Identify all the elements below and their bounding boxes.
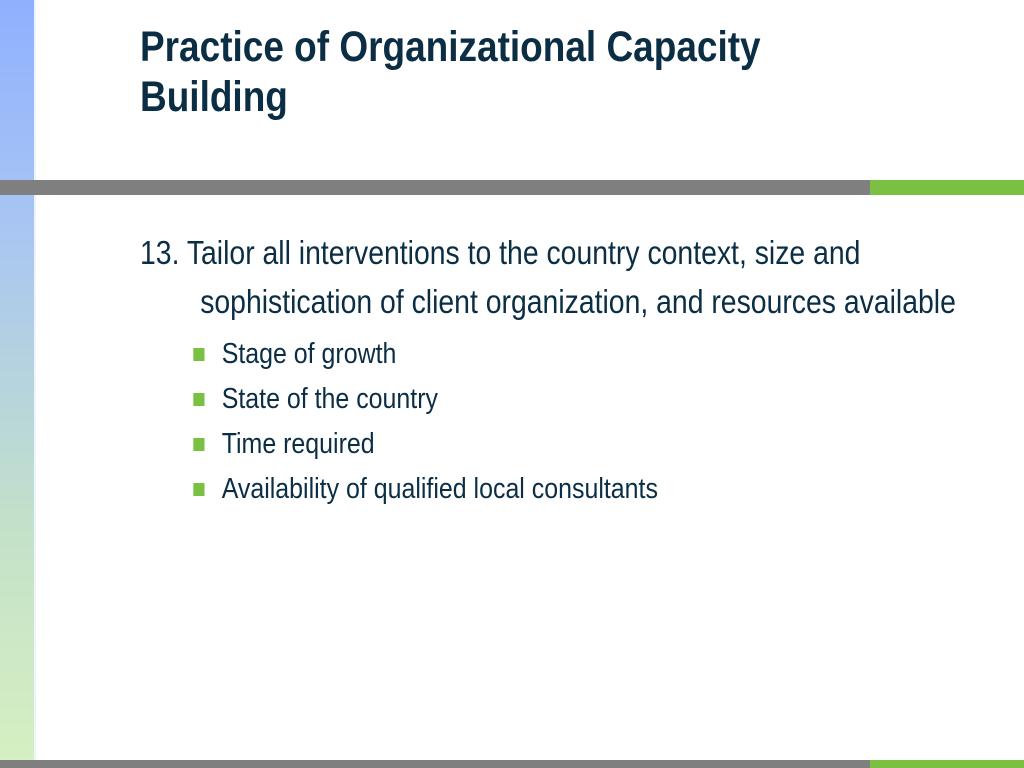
- title-divider-gray: [0, 180, 870, 195]
- sub-point-label: Availability of qualified local consultants: [221, 473, 658, 505]
- sub-point-item: [193, 467, 914, 512]
- left-gradient-strip: [0, 0, 34, 768]
- slide-title-line-2: Building: [140, 73, 288, 121]
- square-bullet-icon: [193, 438, 204, 451]
- sub-point-item: [193, 422, 914, 467]
- slide-title: [140, 22, 880, 122]
- sub-point-list: [140, 332, 914, 512]
- sub-point-item: [193, 332, 914, 377]
- slide-title-line-1: Practice of Organizational Capacity: [140, 23, 761, 71]
- square-bullet-icon: [193, 483, 204, 496]
- main-point: 13. Tailor all interventions to the country context, size and sophistication of client organization, and resources available: [140, 234, 956, 320]
- sub-point-label: Stage of growth: [221, 338, 397, 370]
- square-bullet-icon: [193, 393, 204, 406]
- sub-point-label: State of the country: [221, 383, 438, 415]
- sub-point-item: [193, 377, 914, 422]
- square-bullet-icon: [193, 348, 204, 361]
- sub-point-label: Time required: [221, 428, 375, 460]
- footer-divider-green: [870, 760, 1024, 768]
- title-divider-green: [870, 180, 1024, 195]
- left-strip-edge: [34, 0, 36, 768]
- slide-body: [140, 228, 956, 512]
- footer-divider-gray: [0, 760, 870, 768]
